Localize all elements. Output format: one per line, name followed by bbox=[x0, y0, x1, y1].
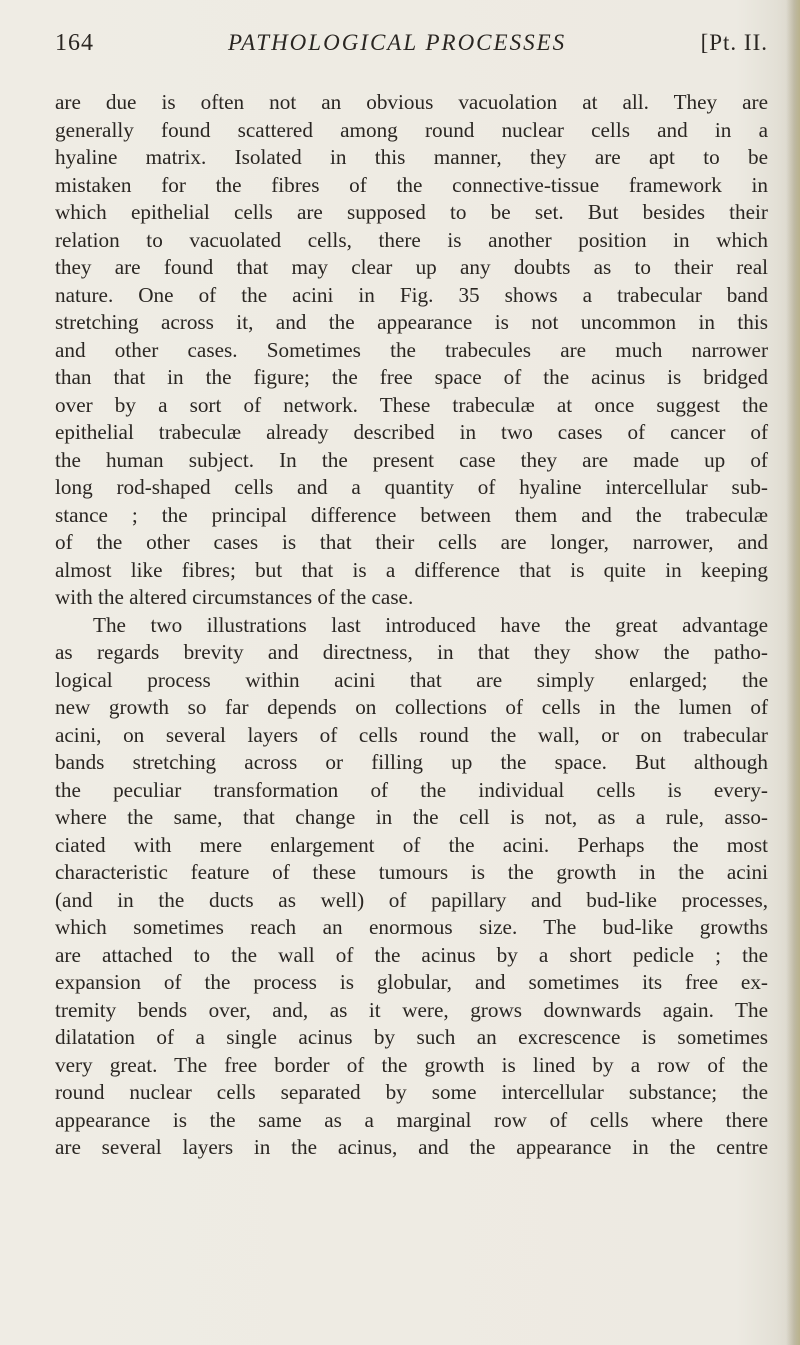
text-line-paragraph-end: with the altered circumstances of the case. bbox=[55, 585, 414, 609]
text-line: acini, on several layers of cells round the wall, or on trabecular bbox=[55, 722, 768, 747]
text-line: expansion of the process is globular, and sometimes its free ex- bbox=[55, 970, 768, 994]
text-line: are due is often not an obvious vacuolation at all. They are bbox=[55, 90, 768, 114]
text-line: generally found scattered among round nuclear cells and in a bbox=[55, 117, 768, 142]
text-line: they are found that may clear up any doubts as to their real bbox=[55, 255, 768, 279]
running-head: PATHOLOGICAL PROCESSES bbox=[228, 30, 567, 55]
text-line: are attached to the wall of the acinus by a short pedicle ; the bbox=[55, 942, 768, 967]
text-line: characteristic feature of these tumours is the growth in the acini bbox=[55, 860, 768, 884]
text-line: new growth so far depends on collections of cells in the lumen of bbox=[55, 695, 768, 719]
text-line: the human subject. In the present case they are made up of bbox=[55, 447, 768, 472]
text-line: almost like fibres; but that is a difference that is quite in keeping bbox=[55, 557, 768, 582]
text-line: mistaken for the fibres of the connective-tissue framework in bbox=[55, 172, 768, 197]
text-line: of the other cases is that their cells are longer, narrower, and bbox=[55, 530, 768, 554]
text-line: and other cases. Sometimes the trabecules are much narrower bbox=[55, 337, 768, 362]
text-line: stretching across it, and the appearance is not uncommon in this bbox=[55, 310, 768, 334]
text-line: round nuclear cells separated by some intercellular substance; the bbox=[55, 1080, 768, 1104]
text-line: hyaline matrix. Isolated in this manner, they are apt to be bbox=[55, 145, 768, 169]
text-line: as regards brevity and directness, in that they show the patho- bbox=[55, 640, 768, 664]
text-line: where the same, that change in the cell is not, as a rule, asso- bbox=[55, 805, 768, 829]
text-line: than that in the figure; the free space of the acinus is bridged bbox=[55, 365, 768, 389]
text-line: nature. One of the acini in Fig. 35 shows a trabecular band bbox=[55, 282, 768, 307]
text-line: which sometimes reach an enormous size. The bud-like growths bbox=[55, 915, 768, 939]
text-line-paragraph-start: The two illustrations last introduced have the great advantage bbox=[93, 612, 768, 637]
page-header bbox=[55, 30, 768, 66]
text-line: appearance is the same as a marginal row of cells where there bbox=[55, 1107, 768, 1132]
part-label: [Pt. II. bbox=[700, 30, 768, 55]
page-edge-shadow bbox=[786, 0, 800, 1345]
text-line: epithelial trabeculæ already described in two cases of cancer of bbox=[55, 420, 768, 444]
body-text bbox=[55, 89, 768, 1162]
text-line: stance ; the principal difference between them and the trabeculæ bbox=[55, 502, 768, 527]
text-line: logical process within acini that are simply enlarged; the bbox=[55, 667, 768, 692]
text-line: the peculiar transformation of the individual cells is every- bbox=[55, 777, 768, 802]
text-line: which epithelial cells are supposed to be set. But besides their bbox=[55, 200, 768, 224]
text-line: tremity bends over, and, as it were, grows downwards again. The bbox=[55, 997, 768, 1022]
text-line: are several layers in the acinus, and the appearance in the centre bbox=[55, 1135, 768, 1159]
text-line: very great. The free border of the growth is lined by a row of the bbox=[55, 1052, 768, 1077]
text-line: bands stretching across or filling up the space. But although bbox=[55, 750, 768, 774]
page-number: 164 bbox=[55, 30, 94, 56]
text-line: relation to vacuolated cells, there is another position in which bbox=[55, 227, 768, 252]
text-line: long rod-shaped cells and a quantity of hyaline intercellular sub- bbox=[55, 475, 768, 499]
text-line: ciated with mere enlargement of the acini. Perhaps the most bbox=[55, 832, 768, 857]
text-line: dilatation of a single acinus by such an excrescence is sometimes bbox=[55, 1025, 768, 1049]
text-line: (and in the ducts as well) of papillary and bud-like processes, bbox=[55, 887, 768, 912]
text-line: over by a sort of network. These trabeculæ at once suggest the bbox=[55, 392, 768, 417]
